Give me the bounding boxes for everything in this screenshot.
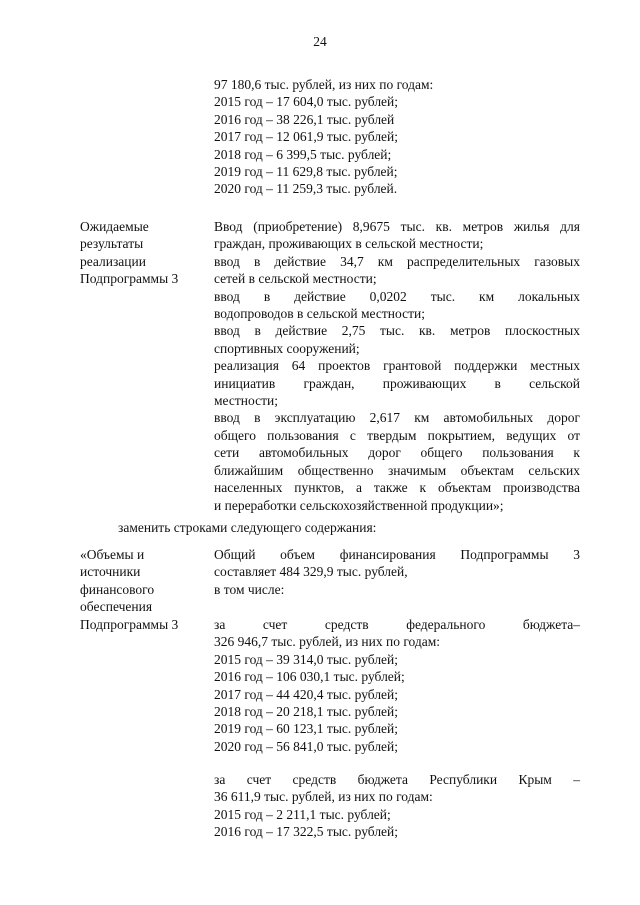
volumes-total: [214, 546, 580, 598]
result-line: инициатив граждан, проживающих в сельской: [214, 375, 580, 391]
funding-line: 2019 год – 11 629,8 тыс. рублей;: [214, 164, 398, 180]
federal-line: 2018 год – 20 218,1 тыс. рублей;: [214, 704, 399, 720]
result-line: водопроводов в сельской местности;: [214, 306, 425, 322]
result-line: ввод в действие 0,0202 тыс. км локальных: [214, 288, 580, 304]
expected-results-text: [214, 218, 580, 514]
funding-line: 2017 год – 12 061,9 тыс. рублей;: [214, 129, 399, 145]
funding-line: 2016 год – 38 226,1 тыс. рублей: [214, 111, 395, 127]
federal-line: за счет средств федерального бюджета–: [214, 617, 580, 632]
result-line: ввод в эксплуатацию 2,617 км автомобильных дорог: [214, 410, 580, 426]
result-line: населенных пунктов, а также к объектам производства: [214, 480, 580, 496]
total-line: Общий объем финансирования Подпрограммы 3: [214, 547, 580, 562]
page-number: 24: [313, 34, 327, 49]
label-line: финансового: [80, 581, 155, 597]
result-line: сетей в сельской местности;: [214, 271, 377, 287]
funding-line: 97 180,6 тыс. рублей, из них по годам:: [214, 77, 434, 92]
result-line: ближайшим общественно значимым объектам сельских: [214, 462, 580, 478]
label-line: «Объемы и: [80, 547, 145, 562]
label-line: Ожидаемые: [80, 219, 149, 234]
federal-budget-block: [214, 616, 580, 755]
funding-line: 2020 год – 11 259,3 тыс. рублей.: [214, 181, 398, 197]
label-line: результаты: [80, 236, 144, 252]
federal-line: 2016 год – 106 030,1 тыс. рублей;: [214, 669, 405, 685]
result-line: и переработки сельскохозяйственной продукции»;: [214, 497, 504, 513]
federal-line: 2019 год – 60 123,1 тыс. рублей;: [214, 721, 399, 737]
federal-line: 2015 год – 39 314,0 тыс. рублей;: [214, 651, 399, 667]
label-line: реализации: [80, 253, 146, 269]
result-line: Ввод (приобретение) 8,9675 тыс. кв. метров жилья для: [214, 219, 580, 234]
result-line: граждан, проживающих в сельской местности;: [214, 236, 484, 252]
total-line: составляет 484 329,9 тыс. рублей,: [214, 564, 408, 580]
crimea-line: за счет средств бюджета Республики Крым –: [214, 772, 580, 787]
result-line: сети автомобильных дорог общего пользования к: [214, 445, 580, 461]
crimea-line: 2016 год – 17 322,5 тыс. рублей;: [214, 824, 399, 840]
result-line: реализация 64 проектов грантовой поддержки местных: [214, 358, 580, 374]
label-line: Подпрограммы 3: [80, 616, 179, 632]
federal-line: 326 946,7 тыс. рублей, из них по годам:: [214, 634, 441, 650]
result-line: ввод в действие 34,7 км распределительных газовых: [214, 253, 580, 269]
total-line: в том числе:: [214, 581, 285, 597]
expected-results-label: [80, 218, 208, 288]
replace-intro: заменить строками следующего содержания:: [118, 520, 377, 535]
top-funding-block: [214, 76, 580, 198]
result-line: общего пользования с твердым покрытием, ведущих от: [214, 427, 580, 443]
result-line: ввод в действие 2,75 тыс. кв. метров плоскостных: [214, 323, 580, 339]
result-line: спортивных сооружений;: [214, 340, 360, 356]
funding-line: 2018 год – 6 399,5 тыс. рублей;: [214, 146, 392, 162]
label-line: обеспечения: [80, 599, 153, 615]
federal-line: 2017 год – 44 420,4 тыс. рублей;: [214, 686, 399, 702]
crimea-line: 2015 год – 2 211,1 тыс. рублей;: [214, 806, 391, 822]
result-line: местности;: [214, 393, 278, 409]
volumes-label: [80, 546, 208, 633]
federal-line: 2020 год – 56 841,0 тыс. рублей;: [214, 738, 399, 754]
crimea-budget-block: [214, 771, 580, 841]
label-line: Подпрограммы 3: [80, 271, 179, 287]
label-line: источники: [80, 564, 141, 580]
funding-line: 2015 год – 17 604,0 тыс. рублей;: [214, 94, 399, 110]
crimea-line: 36 611,9 тыс. рублей, из них по годам:: [214, 789, 433, 805]
